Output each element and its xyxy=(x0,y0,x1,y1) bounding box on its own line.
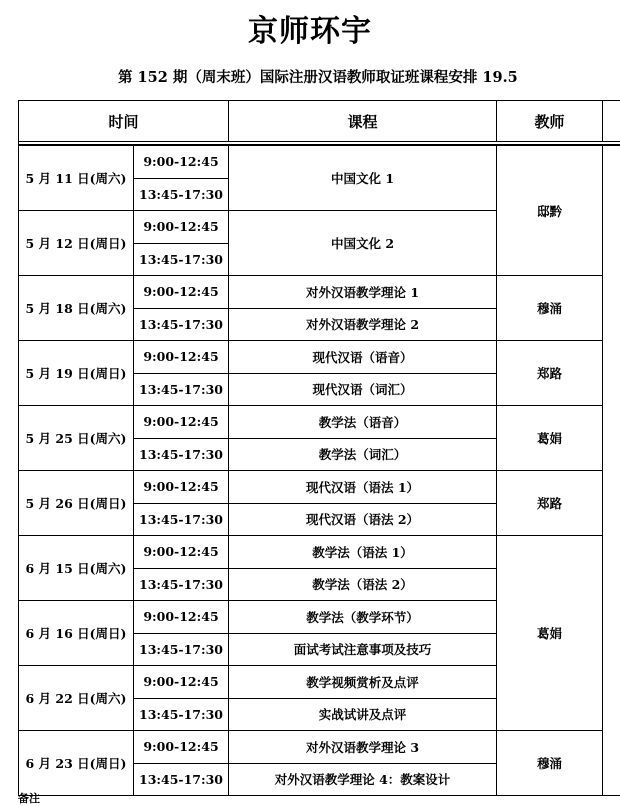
brand-title: 京师环宇 xyxy=(248,14,372,49)
date-cell: 6 月 23 日(周日) xyxy=(19,731,134,796)
course-cell: 现代汉语（语法 1） xyxy=(229,471,497,504)
time-cell: 13:45-17:30 xyxy=(134,568,229,601)
time-cell: 13:45-17:30 xyxy=(134,373,229,406)
teacher-cell: 邸黔 xyxy=(497,145,603,276)
teacher-cell: 葛娟 xyxy=(497,536,603,731)
course-cell: 对外汉语教学理论 1 xyxy=(229,276,497,309)
header-time: 时间 xyxy=(19,101,229,142)
time-cell: 13:45-17:30 xyxy=(134,763,229,796)
time-cell: 9:00-12:45 xyxy=(134,406,229,439)
schedule-table xyxy=(18,100,620,796)
schedule-subtitle: 第 152 期（周末班）国际注册汉语教师取证班课程安排 19.5 xyxy=(118,69,518,86)
header-extra xyxy=(603,101,620,142)
time-cell: 13:45-17:30 xyxy=(134,308,229,341)
course-cell: 教学法（语音） xyxy=(229,406,497,439)
time-cell: 9:00-12:45 xyxy=(134,471,229,504)
time-cell: 13:45-17:30 xyxy=(134,178,229,211)
date-cell: 5 月 19 日(周日) xyxy=(19,341,134,406)
course-cell: 现代汉语（语音） xyxy=(229,341,497,374)
teacher-cell: 穆涌 xyxy=(497,731,603,796)
course-cell: 现代汉语（词汇） xyxy=(229,373,497,406)
time-cell: 13:45-17:30 xyxy=(134,503,229,536)
time-cell: 13:45-17:30 xyxy=(134,438,229,471)
footer-note: 备注 xyxy=(18,792,40,805)
time-cell: 13:45-17:30 xyxy=(134,243,229,276)
course-cell: 现代汉语（语法 2） xyxy=(229,503,497,536)
time-cell: 9:00-12:45 xyxy=(134,601,229,634)
course-cell: 对外汉语教学理论 2 xyxy=(229,308,497,341)
time-cell: 9:00-12:45 xyxy=(134,145,229,178)
time-cell: 9:00-12:45 xyxy=(134,341,229,374)
course-cell: 教学法（词汇） xyxy=(229,438,497,471)
date-cell: 6 月 16 日(周日) xyxy=(19,601,134,666)
course-cell: 对外汉语教学理论 3 xyxy=(229,731,497,764)
date-cell: 5 月 18 日(周六) xyxy=(19,276,134,341)
date-cell: 6 月 22 日(周六) xyxy=(19,666,134,731)
time-cell: 9:00-12:45 xyxy=(134,666,229,699)
time-cell: 13:45-17:30 xyxy=(134,698,229,731)
time-cell: 9:00-12:45 xyxy=(134,536,229,569)
course-cell: 教学视频赏析及点评 xyxy=(229,666,497,699)
date-cell: 5 月 26 日(周日) xyxy=(19,471,134,536)
teacher-cell: 郑路 xyxy=(497,341,603,406)
course-cell: 教学法（语法 2） xyxy=(229,568,497,601)
teacher-cell: 穆涌 xyxy=(497,276,603,341)
date-cell: 5 月 11 日(周六) xyxy=(19,145,134,211)
course-cell: 中国文化 1 xyxy=(229,145,497,211)
date-cell: 5 月 12 日(周日) xyxy=(19,211,134,276)
time-cell: 9:00-12:45 xyxy=(134,276,229,309)
course-cell: 对外汉语教学理论 4：教案设计 xyxy=(229,763,497,796)
header-teacher: 教师 xyxy=(497,101,603,142)
date-cell: 6 月 15 日(周六) xyxy=(19,536,134,601)
teacher-cell: 郑路 xyxy=(497,471,603,536)
extra-column xyxy=(603,145,620,796)
course-cell: 实战试讲及点评 xyxy=(229,698,497,731)
date-cell: 5 月 25 日(周六) xyxy=(19,406,134,471)
teacher-cell: 葛娟 xyxy=(497,406,603,471)
time-cell: 9:00-12:45 xyxy=(134,211,229,244)
time-cell: 13:45-17:30 xyxy=(134,633,229,666)
header-course: 课程 xyxy=(229,101,497,142)
course-cell: 面试考试注意事项及技巧 xyxy=(229,633,497,666)
course-cell: 教学法（语法 1） xyxy=(229,536,497,569)
time-cell: 9:00-12:45 xyxy=(134,731,229,764)
course-cell: 教学法（教学环节） xyxy=(229,601,497,634)
course-cell: 中国文化 2 xyxy=(229,211,497,276)
